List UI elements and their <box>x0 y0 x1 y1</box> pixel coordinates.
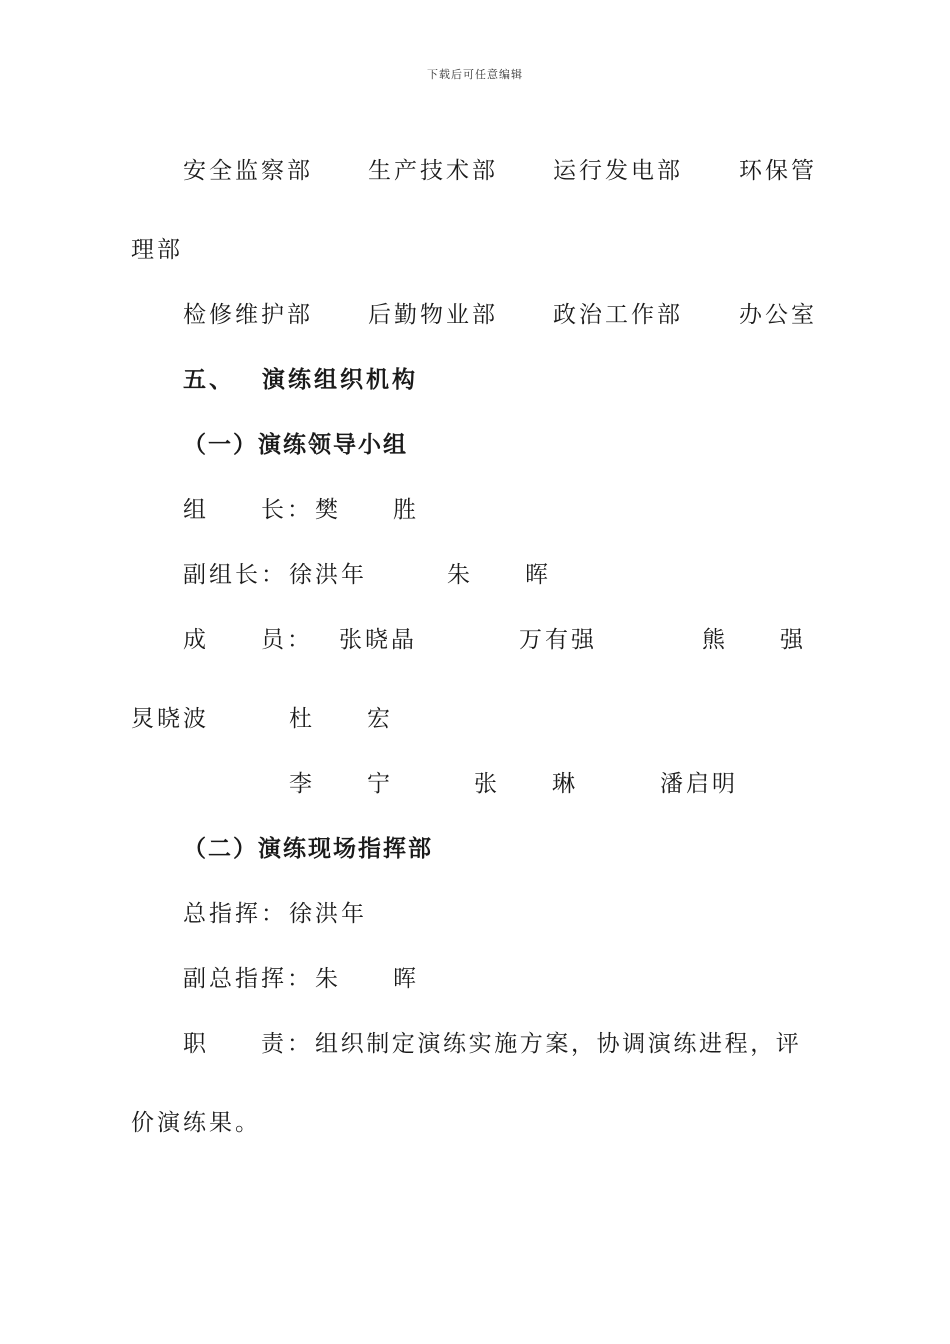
chief-label: 总指挥： <box>183 901 287 927</box>
member-name: 张 琳 <box>474 771 578 797</box>
chief-name: 徐洪年 <box>289 901 367 927</box>
department-item: 生产技术部 <box>368 158 498 184</box>
duty-text-continued: 价演练果。 <box>131 1110 261 1136</box>
deputy-name: 徐洪年 <box>289 562 367 588</box>
deputy-name: 朱 晖 <box>447 562 551 588</box>
departments-row-1-continued: 理部 <box>131 237 183 263</box>
member-name: 杜 宏 <box>289 706 393 732</box>
members-label: 成 员： <box>183 627 313 653</box>
deputy-label: 副组长： <box>183 562 287 588</box>
department-item: 办公室 <box>739 302 817 328</box>
member-name: 张晓晶 <box>339 627 417 653</box>
leader-name: 樊 胜 <box>315 497 419 523</box>
department-item: 后勤物业部 <box>368 302 498 328</box>
duty-label: 职 责： <box>183 1031 313 1057</box>
member-name: 熊 强 <box>702 627 806 653</box>
member-name: 炅晓波 <box>131 706 209 732</box>
member-name: 潘启明 <box>660 771 738 797</box>
member-name: 李 宁 <box>289 771 393 797</box>
department-item: 政治工作部 <box>553 302 683 328</box>
section-title: 演练组织机构 <box>262 367 418 393</box>
member-name: 万有强 <box>519 627 597 653</box>
vice-chief-name: 朱 晖 <box>315 966 419 992</box>
section-number: 五、 <box>183 367 235 393</box>
page-header: 下载后可任意编辑 <box>427 68 523 81</box>
duty-text: 组织制定演练实施方案，协调演练进程，评 <box>315 1031 802 1057</box>
department-item: 运行发电部 <box>553 158 683 184</box>
department-item: 检修维护部 <box>183 302 313 328</box>
vice-chief-label: 副总指挥： <box>183 966 313 992</box>
department-item: 安全监察部 <box>183 158 313 184</box>
department-item: 环保管 <box>739 158 817 184</box>
subsection-heading-1: （一）演练领导小组 <box>183 432 408 458</box>
subsection-heading-2: （二）演练现场指挥部 <box>183 836 433 862</box>
leader-label: 组 长： <box>183 497 313 523</box>
